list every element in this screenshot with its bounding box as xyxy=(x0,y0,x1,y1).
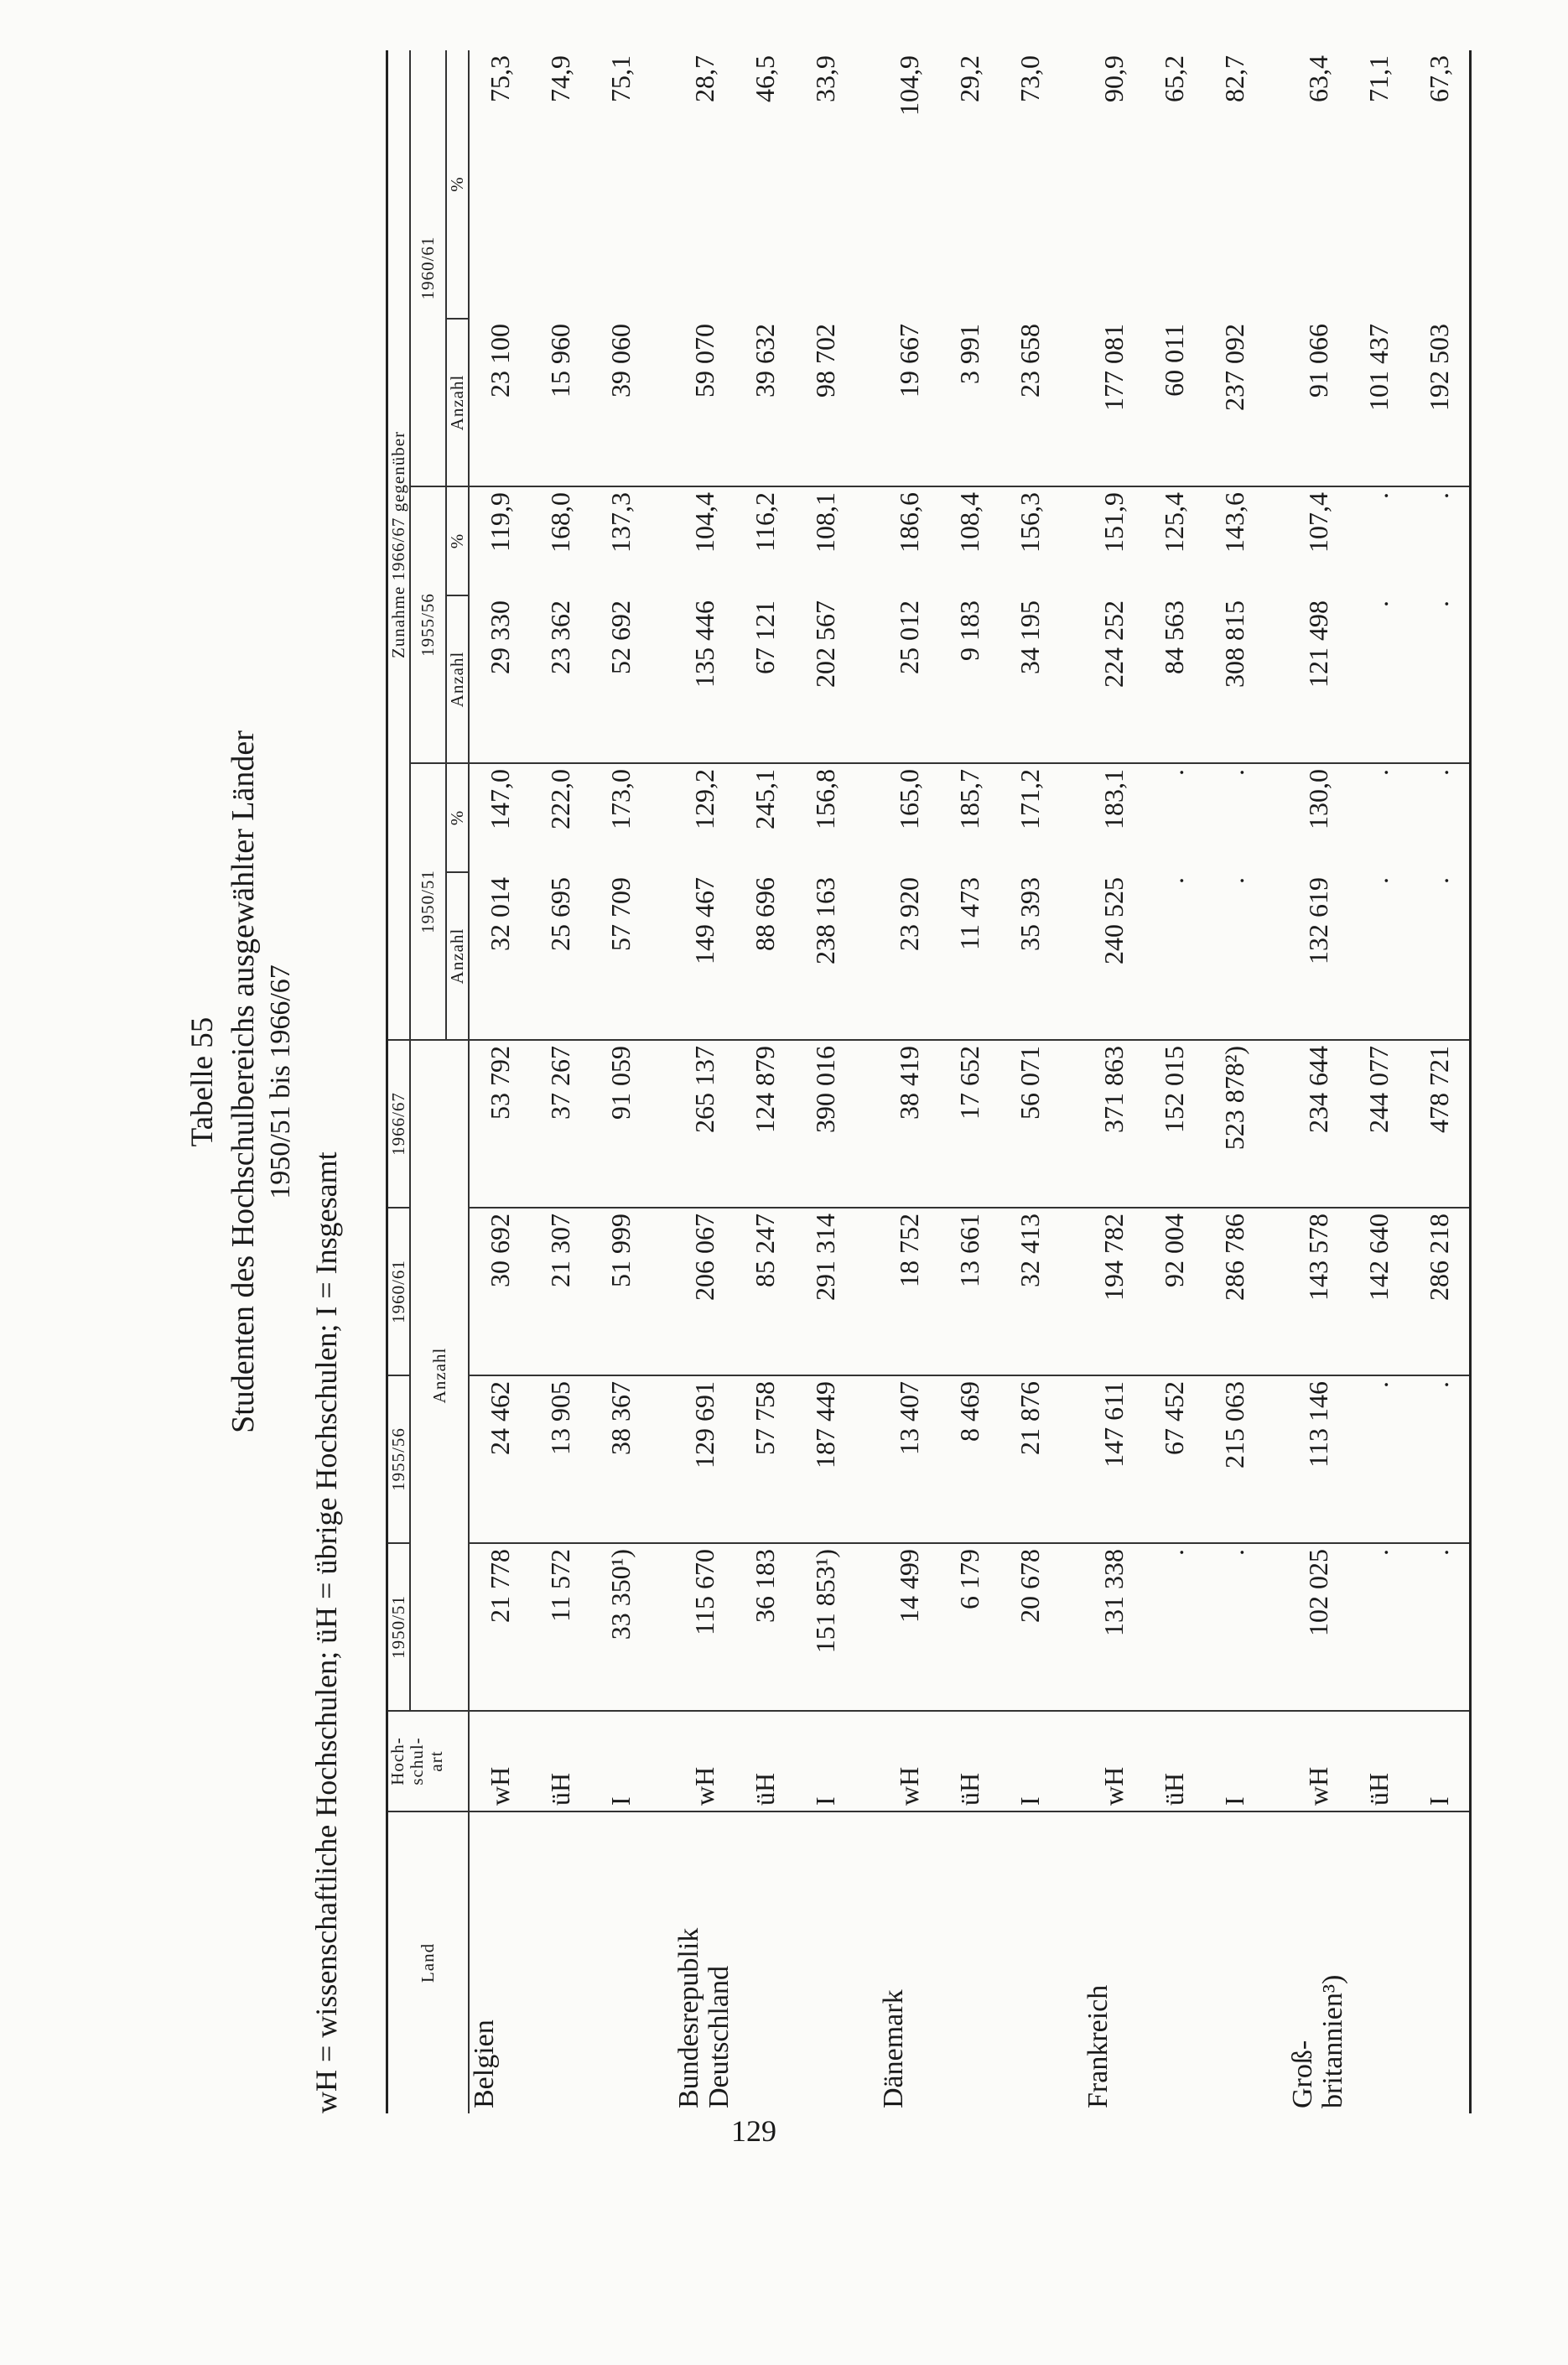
spacer-cell xyxy=(651,319,674,486)
value-cell: 57 758 xyxy=(735,1375,795,1543)
table-row xyxy=(1409,50,1471,2113)
value-cell: 51 999 xyxy=(590,1208,651,1375)
value-cell: 36 183 xyxy=(735,1543,795,1711)
value-cell: 34 195 xyxy=(999,595,1060,763)
group-spacer xyxy=(855,50,879,2113)
spacer-cell xyxy=(855,595,879,763)
spacer-cell xyxy=(1060,319,1083,486)
value-cell: 6 179 xyxy=(939,1543,999,1711)
spacer-cell xyxy=(1264,1711,1288,1811)
value-cell: . xyxy=(1348,595,1409,763)
value-cell: 20 678 xyxy=(999,1543,1060,1711)
value-cell: 90,9 xyxy=(1098,55,1129,102)
spacer-cell xyxy=(1264,763,1288,872)
value-cell: . xyxy=(1144,1543,1204,1711)
value-cell: 113 146 xyxy=(1288,1375,1348,1543)
value-cell: 17 652 xyxy=(939,1040,999,1208)
value-cell: 143 578 xyxy=(1288,1208,1348,1375)
value-cell: . xyxy=(1409,595,1471,763)
spacer-cell xyxy=(855,1543,879,1711)
country-name: Bundesrepublik Deutschland xyxy=(673,1927,735,2108)
value-cell: . xyxy=(1158,769,1189,776)
header-anzahl-1950: Anzahl xyxy=(446,872,469,1040)
value-cell: 67,3 xyxy=(1409,50,1471,319)
value-cell: 238 163 xyxy=(795,872,855,1040)
value-cell: 15 960 xyxy=(530,319,590,486)
value-cell: 240 525 xyxy=(1083,872,1144,1040)
hochschulart-cell: wH xyxy=(674,1711,735,1811)
spacer-cell xyxy=(651,1040,674,1208)
spacer-cell xyxy=(855,763,879,872)
value-cell: . xyxy=(1348,1375,1409,1543)
value-cell: 121 498 xyxy=(1288,595,1348,763)
header-anzahl-1955: Anzahl xyxy=(446,595,469,763)
country-name: Frankreich xyxy=(1083,1984,1114,2108)
value-cell: 186,6 xyxy=(893,492,924,553)
value-cell: 156,8 xyxy=(809,769,840,829)
spacer-cell xyxy=(1060,1711,1083,1811)
value-cell: 151 853¹) xyxy=(795,1543,855,1711)
students-table xyxy=(386,50,1472,2113)
value-cell: 245,1 xyxy=(749,769,780,829)
value-cell: 308 815 xyxy=(1204,595,1264,763)
value-cell: 85 247 xyxy=(735,1208,795,1375)
spacer-cell xyxy=(855,1208,879,1375)
value-cell: 25 695 xyxy=(530,872,590,1040)
value-cell: 371 863 xyxy=(1083,1040,1144,1208)
value-cell: 523 878²) xyxy=(1204,1040,1264,1208)
value-cell: 291 314 xyxy=(795,1208,855,1375)
spacer-cell xyxy=(1264,872,1288,1040)
value-cell: 102 025 xyxy=(1288,1543,1348,1711)
value-cell: 65,2 xyxy=(1158,55,1189,102)
header-pct-1960: % xyxy=(446,50,469,319)
value-cell: 149 467 xyxy=(674,872,735,1040)
table-heading: Studenten des Hochschulbereichs ausgewählter Länder xyxy=(226,730,261,1433)
header-year-1960: 1960/61 xyxy=(387,1208,411,1375)
spacer-cell xyxy=(651,595,674,763)
header-anzahl: Anzahl xyxy=(410,1040,469,1711)
value-cell: 165,0 xyxy=(893,769,924,829)
table-row xyxy=(939,50,999,2113)
spacer-cell xyxy=(651,1375,674,1543)
value-cell: 46,5 xyxy=(749,55,780,102)
value-cell: . xyxy=(1409,486,1471,595)
value-cell: 177 081 xyxy=(1083,319,1144,486)
value-cell: 38 419 xyxy=(879,1040,939,1208)
table-row xyxy=(674,50,735,2113)
value-cell: 132 619 xyxy=(1288,872,1348,1040)
spacer-cell xyxy=(651,1711,674,1811)
value-cell: 187 449 xyxy=(795,1375,855,1543)
value-cell: 57 709 xyxy=(590,872,651,1040)
header-hochschulart xyxy=(387,1711,447,1811)
value-cell: . xyxy=(1204,1543,1264,1711)
value-cell: 75,3 xyxy=(484,55,515,102)
value-cell: 390 016 xyxy=(795,1040,855,1208)
hochschulart-cell: I xyxy=(590,1711,651,1811)
spacer-cell xyxy=(651,1811,674,2113)
value-cell: 224 252 xyxy=(1083,595,1144,763)
table-row xyxy=(1204,50,1264,2113)
header-art-empty xyxy=(446,1711,469,1811)
table-row xyxy=(795,50,855,2113)
value-cell: 74,9 xyxy=(544,55,575,102)
table-row xyxy=(1083,50,1144,2113)
spacer-cell xyxy=(1264,1811,1288,2113)
spacer-cell xyxy=(1060,486,1083,595)
spacer-cell xyxy=(1060,872,1083,1040)
value-cell: 135 446 xyxy=(674,595,735,763)
value-cell: 13 905 xyxy=(530,1375,590,1543)
table-row xyxy=(469,50,530,2113)
country-name: Groß- britannien³) xyxy=(1288,1811,1471,2113)
value-cell: 21 307 xyxy=(530,1208,590,1375)
spacer-cell xyxy=(651,486,674,595)
value-cell: 71,1 xyxy=(1363,55,1394,102)
abbreviation-legend: wH = wissenschaftliche Hochschulen; üH = übrige Hochschulen; I = Insgesamt xyxy=(309,1151,343,2113)
value-cell: 108,1 xyxy=(809,492,840,553)
spacer-cell xyxy=(855,1040,879,1208)
value-cell: 52 692 xyxy=(590,595,651,763)
spacer-cell xyxy=(1264,1040,1288,1208)
hochschulart-cell: wH xyxy=(879,1711,939,1811)
value-cell: 11 572 xyxy=(530,1543,590,1711)
value-cell: 142 640 xyxy=(1348,1208,1409,1375)
hochschulart-cell: I xyxy=(795,1711,855,1811)
header-compare-1955: 1955/56 xyxy=(410,486,446,763)
spacer-cell xyxy=(855,1711,879,1811)
hochschulart-cell: üH xyxy=(735,1711,795,1811)
hochschulart-cell: üH xyxy=(939,1711,999,1811)
value-cell: . xyxy=(1409,1375,1471,1543)
spacer-cell xyxy=(1264,1543,1288,1711)
value-cell: 104,4 xyxy=(688,492,719,553)
value-cell: 101 437 xyxy=(1348,319,1409,486)
value-cell: 104,9 xyxy=(893,55,924,116)
value-cell: 286 218 xyxy=(1409,1208,1471,1375)
value-cell: 147 611 xyxy=(1083,1375,1144,1543)
value-cell: 13 661 xyxy=(939,1208,999,1375)
value-cell: 168,0 xyxy=(544,492,575,553)
spacer-cell xyxy=(1060,1375,1083,1543)
value-cell: 21 876 xyxy=(999,1375,1060,1543)
value-cell: 107,4 xyxy=(1302,492,1333,553)
page-number: 129 xyxy=(731,2114,776,2148)
value-cell: 3 991 xyxy=(939,319,999,486)
table-label: Tabelle 55 xyxy=(185,1016,220,1147)
spacer-cell xyxy=(855,872,879,1040)
value-cell: 23 100 xyxy=(469,319,530,486)
group-spacer xyxy=(1060,50,1083,2113)
value-cell: 33,9 xyxy=(809,55,840,102)
value-cell: 28,7 xyxy=(688,55,719,102)
value-cell: 116,2 xyxy=(749,492,780,552)
hochschulart-cell: I xyxy=(1409,1711,1471,1811)
value-cell: 88 696 xyxy=(735,872,795,1040)
value-cell: 130,0 xyxy=(1302,769,1333,829)
value-cell: 33 350¹) xyxy=(590,1543,651,1711)
value-cell: 14 499 xyxy=(879,1543,939,1711)
spacer-cell xyxy=(1060,1543,1083,1711)
value-cell: 39 060 xyxy=(590,319,651,486)
spacer-cell xyxy=(651,763,674,872)
spacer-cell xyxy=(1264,50,1288,319)
spacer-cell xyxy=(1264,1375,1288,1543)
value-cell: 129,2 xyxy=(688,769,719,829)
spacer-cell xyxy=(1060,50,1083,319)
table-row xyxy=(879,50,939,2113)
group-spacer xyxy=(1264,50,1288,2113)
value-cell: 29,2 xyxy=(953,55,984,102)
value-cell: 244 077 xyxy=(1348,1040,1409,1208)
table-row xyxy=(1288,50,1348,2113)
value-cell: 18 752 xyxy=(879,1208,939,1375)
table-row xyxy=(530,50,590,2113)
spacer-cell xyxy=(1264,595,1288,763)
value-cell: 91 059 xyxy=(590,1040,651,1208)
header-pct-1955: % xyxy=(446,486,469,595)
table-period: 1950/51 bis 1966/67 xyxy=(265,964,296,1199)
spacer-cell xyxy=(651,50,674,319)
value-cell: 67 452 xyxy=(1144,1375,1204,1543)
hochschulart-cell: I xyxy=(999,1711,1060,1811)
value-cell: 59 070 xyxy=(674,319,735,486)
spacer-cell xyxy=(651,1543,674,1711)
value-cell: 478 721 xyxy=(1409,1040,1471,1208)
value-cell: 82,7 xyxy=(1218,55,1249,102)
spacer-cell xyxy=(1060,763,1083,872)
value-cell: . xyxy=(1363,769,1394,776)
value-cell: 98 702 xyxy=(795,319,855,486)
value-cell: 151,9 xyxy=(1098,492,1129,553)
rotated-table-page xyxy=(184,50,1454,2113)
value-cell: . xyxy=(1409,763,1471,872)
header-zunahme: Zunahme 1966/67 gegenüber xyxy=(387,50,411,1040)
value-cell: . xyxy=(1218,769,1249,776)
value-cell: 265 137 xyxy=(674,1040,735,1208)
value-cell: 234 644 xyxy=(1288,1040,1348,1208)
spacer-cell xyxy=(1060,1811,1083,2113)
value-cell: 25 012 xyxy=(879,595,939,763)
header-compare-1950: 1950/51 xyxy=(410,763,446,1040)
value-cell: 147,0 xyxy=(484,769,515,829)
value-cell: 75,1 xyxy=(605,55,636,102)
hochschulart-cell: wH xyxy=(1288,1711,1348,1811)
spacer-cell xyxy=(651,1208,674,1375)
value-cell: 125,4 xyxy=(1158,492,1189,553)
header-anzahl-1960: Anzahl xyxy=(446,319,469,486)
value-cell: 156,3 xyxy=(1014,492,1045,553)
table-body xyxy=(469,50,1471,2113)
value-cell: 131 338 xyxy=(1083,1543,1144,1711)
country-name: Dänemark xyxy=(878,1989,910,2108)
hochschulart-cell: wH xyxy=(469,1711,530,1811)
spacer-cell xyxy=(1060,595,1083,763)
value-cell: 91 066 xyxy=(1288,319,1348,486)
value-cell: . xyxy=(1348,872,1409,1040)
value-cell: 92 004 xyxy=(1144,1208,1204,1375)
value-cell: 24 462 xyxy=(469,1375,530,1543)
value-cell: 37 267 xyxy=(530,1040,590,1208)
value-cell: 183,1 xyxy=(1098,769,1129,829)
table-row xyxy=(590,50,651,2113)
value-cell: 129 691 xyxy=(674,1375,735,1543)
spacer-cell xyxy=(855,486,879,595)
spacer-cell xyxy=(1264,1208,1288,1375)
header-land: Land xyxy=(387,1811,470,2113)
value-cell: 8 469 xyxy=(939,1375,999,1543)
value-cell: 53 792 xyxy=(469,1040,530,1208)
value-cell: 108,4 xyxy=(953,492,984,553)
spacer-cell xyxy=(855,50,879,319)
value-cell: 173,0 xyxy=(605,769,636,829)
spacer-cell xyxy=(855,319,879,486)
value-cell: 119,9 xyxy=(484,492,515,552)
value-cell: 192 503 xyxy=(1409,319,1471,486)
value-cell: 137,3 xyxy=(605,492,636,553)
value-cell: 124 879 xyxy=(735,1040,795,1208)
hochschulart-cell: üH xyxy=(530,1711,590,1811)
value-cell: . xyxy=(1204,872,1264,1040)
value-cell: 11 473 xyxy=(939,872,999,1040)
table-row xyxy=(999,50,1060,2113)
value-cell: 194 782 xyxy=(1083,1208,1144,1375)
spacer-cell xyxy=(855,1375,879,1543)
value-cell: 30 692 xyxy=(469,1208,530,1375)
spacer-cell xyxy=(1264,486,1288,595)
spacer-cell xyxy=(1264,319,1288,486)
country-name: Belgien xyxy=(469,2019,501,2108)
value-cell: 23 362 xyxy=(530,595,590,763)
table-row xyxy=(1144,50,1204,2113)
table-row xyxy=(735,50,795,2113)
hochschulart-cell: I xyxy=(1204,1711,1264,1811)
value-cell: . xyxy=(1144,872,1204,1040)
value-cell: 73,0 xyxy=(1014,55,1045,102)
value-cell: 13 407 xyxy=(879,1375,939,1543)
value-cell: 38 367 xyxy=(590,1375,651,1543)
value-cell: 84 563 xyxy=(1144,595,1204,763)
header-pct-1950: % xyxy=(446,763,469,872)
value-cell: 222,0 xyxy=(544,769,575,829)
spacer-cell xyxy=(855,1811,879,2113)
value-cell: 171,2 xyxy=(1014,769,1045,829)
value-cell: 60 011 xyxy=(1144,319,1204,486)
value-cell: . xyxy=(1409,872,1471,1040)
group-spacer xyxy=(651,50,674,2113)
value-cell: 35 393 xyxy=(999,872,1060,1040)
header-year-1955: 1955/56 xyxy=(387,1375,411,1543)
header-compare-1960: 1960/61 xyxy=(410,50,446,486)
spacer-cell xyxy=(1060,1040,1083,1208)
hochschulart-cell: üH xyxy=(1144,1711,1204,1811)
value-cell: 215 063 xyxy=(1204,1375,1264,1543)
header-hochschulart-text: Hoch- schul- art xyxy=(387,1737,447,1785)
value-cell: 29 330 xyxy=(469,595,530,763)
value-cell: 286 786 xyxy=(1204,1208,1264,1375)
value-cell: 9 183 xyxy=(939,595,999,763)
value-cell: 56 071 xyxy=(999,1040,1060,1208)
value-cell: 23 658 xyxy=(999,319,1060,486)
value-cell: 32 014 xyxy=(469,872,530,1040)
value-cell: 202 567 xyxy=(795,595,855,763)
value-cell: 32 413 xyxy=(999,1208,1060,1375)
value-cell: 67 121 xyxy=(735,595,795,763)
header-year-1966: 1966/67 xyxy=(387,1040,411,1208)
value-cell: 185,7 xyxy=(953,769,984,829)
hochschulart-cell: üH xyxy=(1348,1711,1409,1811)
value-cell: . xyxy=(1409,1543,1471,1711)
value-cell: 39 632 xyxy=(735,319,795,486)
value-cell: 237 092 xyxy=(1204,319,1264,486)
value-cell: 206 067 xyxy=(674,1208,735,1375)
value-cell: 152 015 xyxy=(1144,1040,1204,1208)
spacer-cell xyxy=(1060,1208,1083,1375)
value-cell: . xyxy=(1348,1543,1409,1711)
value-cell: 21 778 xyxy=(469,1543,530,1711)
value-cell: 115 670 xyxy=(674,1543,735,1711)
table-row xyxy=(1348,50,1409,2113)
value-cell: 23 920 xyxy=(879,872,939,1040)
value-cell: . xyxy=(1363,492,1394,499)
spacer-cell xyxy=(651,872,674,1040)
value-cell: 63,4 xyxy=(1302,55,1333,102)
hochschulart-cell: wH xyxy=(1083,1711,1144,1811)
value-cell: 19 667 xyxy=(879,319,939,486)
value-cell: 143,6 xyxy=(1218,492,1249,553)
header-year-1950: 1950/51 xyxy=(387,1543,411,1711)
